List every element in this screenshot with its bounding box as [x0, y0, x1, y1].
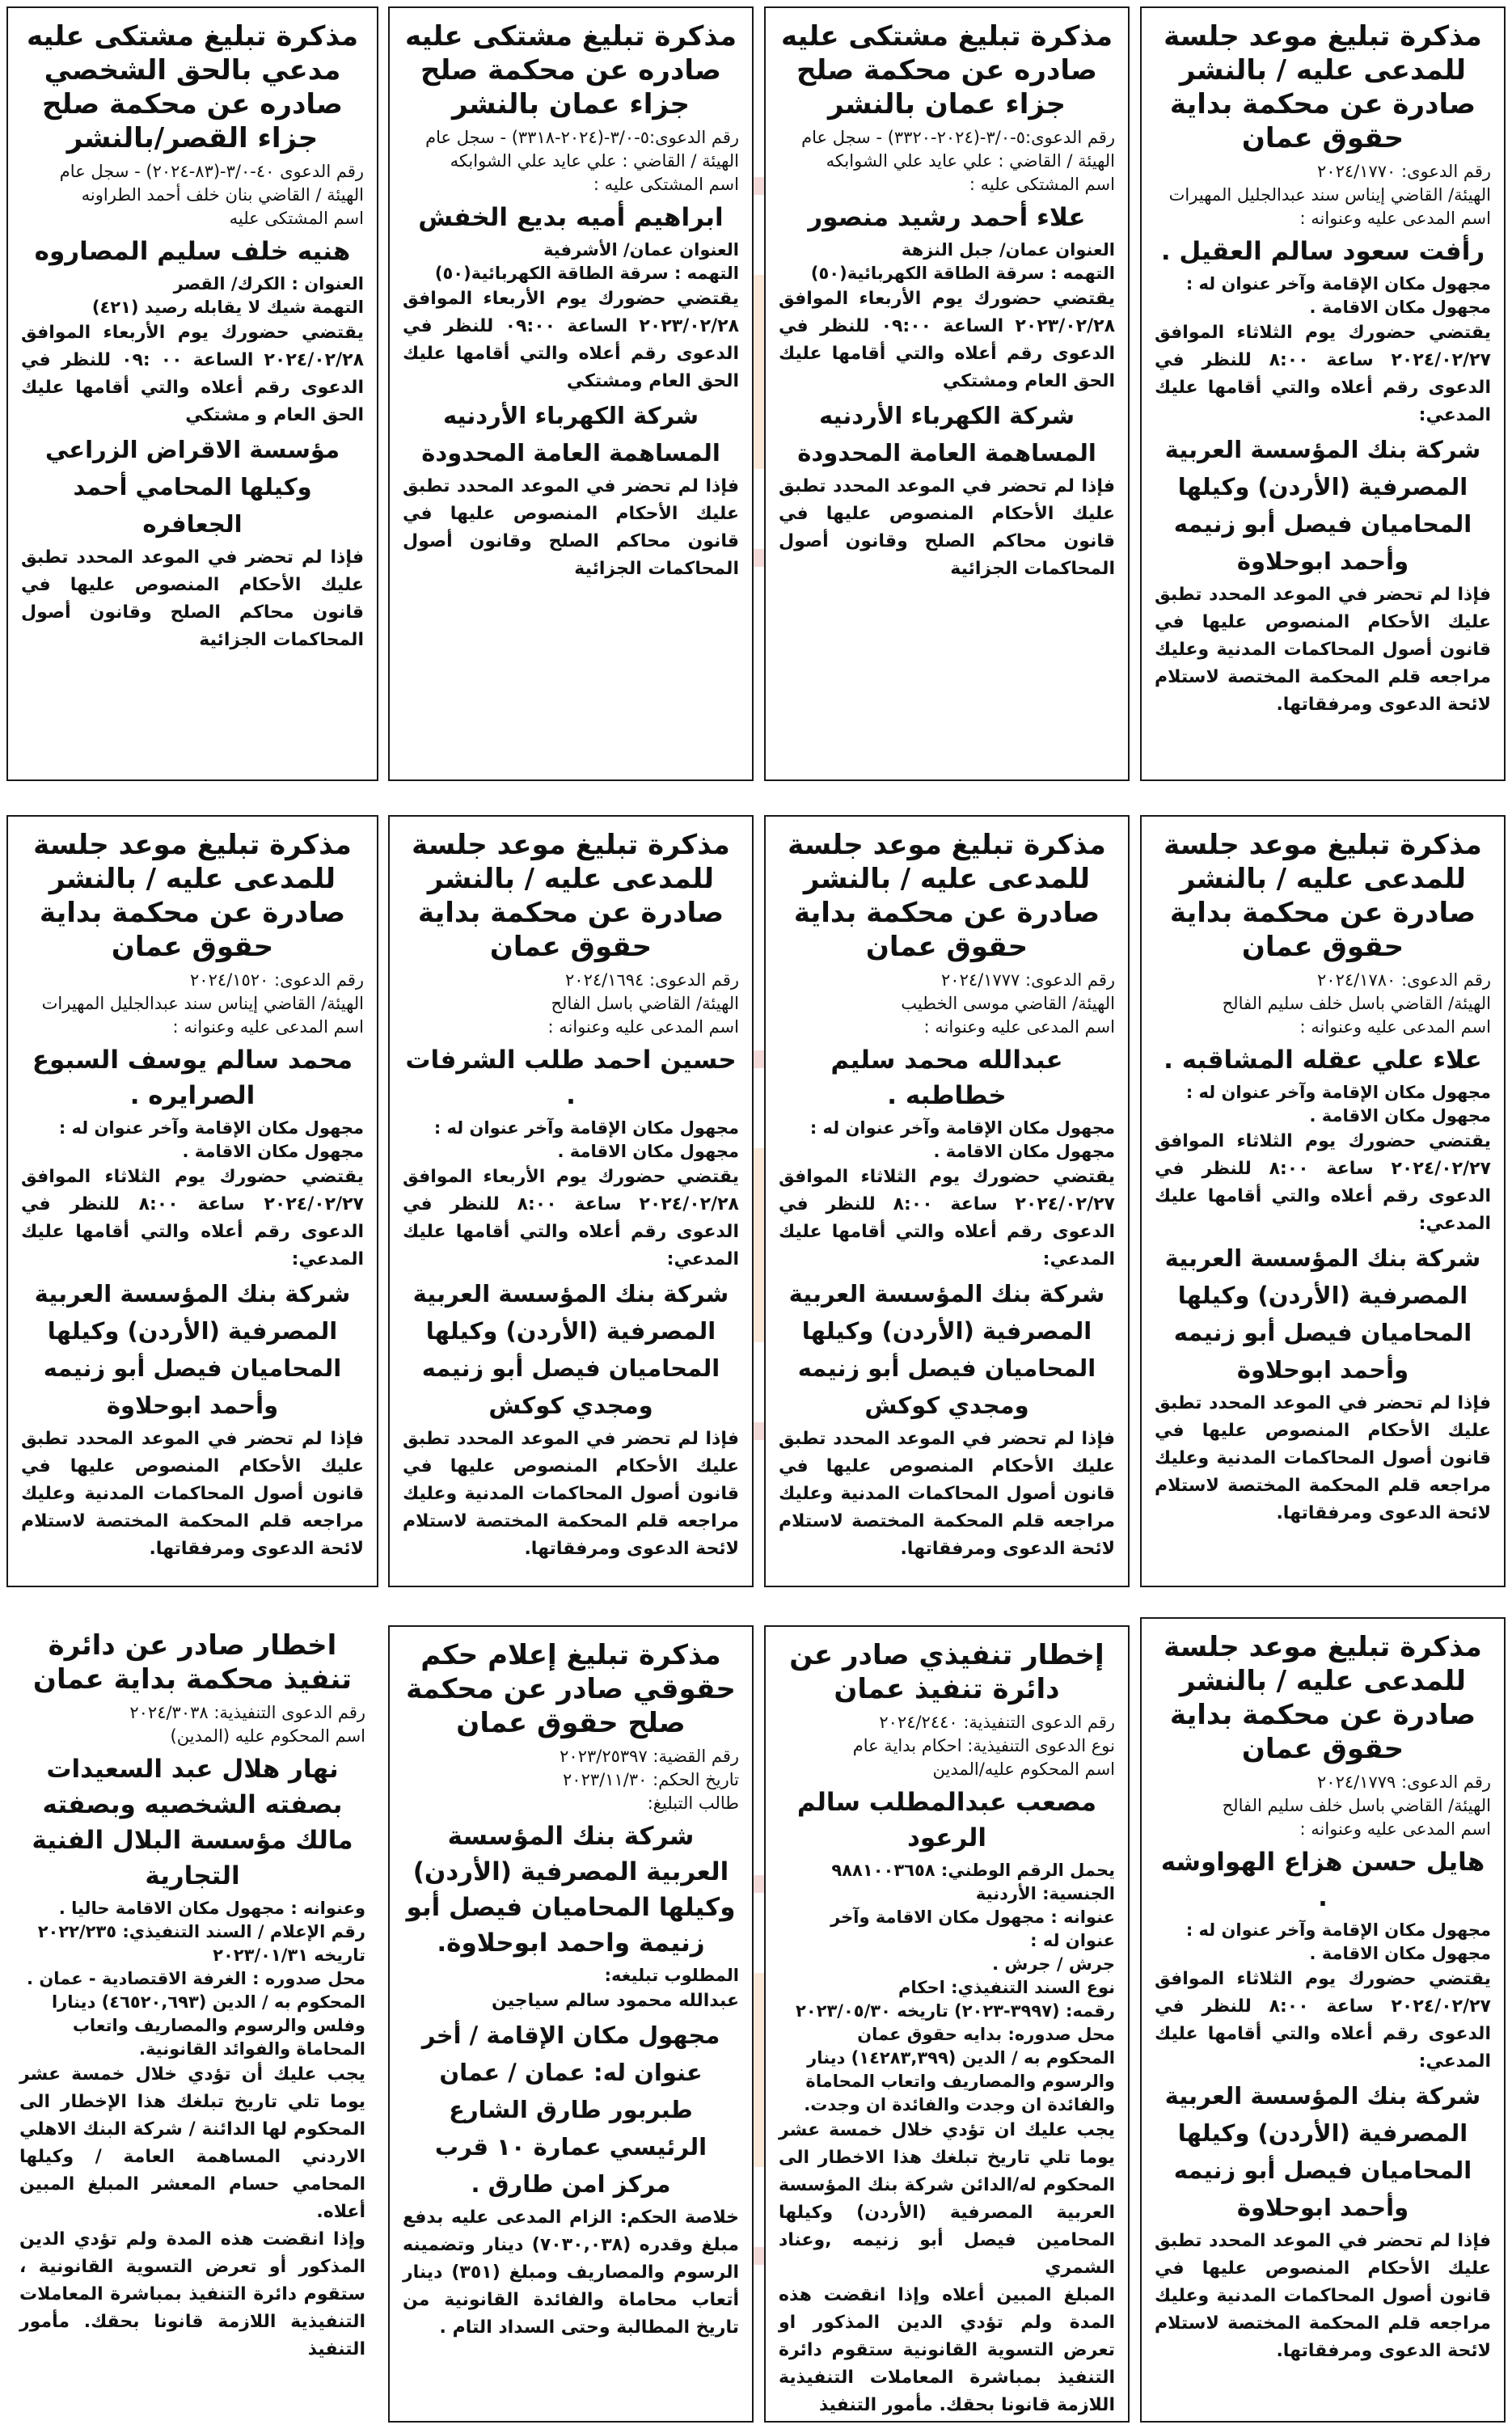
- defendant-name: نهار هلال عبد السعيدات بصفته الشخصيه وبصفته مالك مؤسسة البلال الفنية التجارية: [32, 1755, 353, 1890]
- notice-detail-line: التهمه : سرقة الطاقة الكهربائية(٥٠): [810, 264, 1115, 283]
- notice-title: مذكرة تبليغ موعد جلسة للمدعى عليه / بالنشر صادرة عن محكمة بداية حقوق عمان: [788, 829, 1106, 963]
- notice-title: مذكرة تبليغ إعلام حكم حقوقي صادر عن محكمة صلح حقوق عمان: [406, 1639, 736, 1739]
- notice-closing: خلاصة الحكم: الزام المدعى عليه بدفع مبلغ وقدره (٧٠٣٠,٠٣٨) دينار وتضمينه الرسوم والمصاريف ومبلغ (٣٥١) دينار أتعاب محاماة والفائدة القانونية من تاريخ المطالبة وحتى السداد التام .: [403, 2207, 739, 2338]
- notice-detail-line: التهمه : سرقة الطاقة الكهربائية(٥٠): [434, 264, 739, 283]
- notice-detail-line: مجهول مكان الاقامة .: [182, 1142, 364, 1161]
- notice-info-line: رقم الدعوى:٥-٣/٠-(٢٠٢٤-٣٣١٨) - سجل عام: [425, 128, 739, 147]
- notice-detail-line: العنوان عمان/ الأشرفية: [543, 240, 739, 260]
- notice-info-line: رقم الدعوى: ٢٠٢٤/١٧٧٠: [1317, 162, 1491, 181]
- notice-court-summons-5: [6, 815, 378, 1587]
- notice-info-line: رقم الدعوى: ٢٠٢٤/١٦٩٤: [565, 970, 739, 990]
- notice-info-line: تاريخ الحكم: ٢٠٢٣/١١/٣٠: [563, 1770, 739, 1789]
- notice-detail-line: مجهول مكان الاقامة .: [1309, 1106, 1491, 1126]
- notice-body: يقتضي حضورك يوم الأربعاء الموافق ٢٠٢٣/٠٢/٢٨ الساعة ٠٩:٠٠ للنظر في الدعوى رقم أعلاه والتي أقامها عليك الحق العام ومشتكي: [779, 289, 1115, 391]
- defendant-name: هايل حسن هزاع الهواوشه .: [1160, 1848, 1485, 1912]
- notice-detail-line: المحكوم به / الدين (١٤٢٨٣,٣٩٩) دينار والرسوم والمصاريف واتعاب المحاماة والفائدة ان وجدت والفائدة ان وجدت.: [804, 2048, 1115, 2114]
- notice-info-line: الهيئة / القاضي : علي عايد علي الشوابكه: [826, 151, 1115, 171]
- notice-closing: فإذا لم تحضر في الموعد المحدد تطبق عليك الأحكام المنصوص عليها في قانون أصول المحاكمات المدنية وعليك مراجعه قلم المحكمة المختصة لاستلام لائحة الدعوى ومرفقاتها.: [403, 1429, 739, 1559]
- notice-body: يقتضي حضورك يوم الثلاثاء الموافق ٢٠٢٤/٠٢/٢٧ ساعة ٨:٠٠ للنظر في الدعوى رقم أعلاه والتي أقامها عليك المدعي:: [779, 1167, 1115, 1269]
- notice-detail-line: رقم الإعلام / السند التنفيذي: ٢٠٢٢/٢٣٥: [37, 1922, 365, 1941]
- notice-closing: فإذا لم تحضر في الموعد المحدد تطبق عليك الأحكام المنصوص عليها في قانون محاكم الصلح وقانون أصول المحاكمات الجزائية: [21, 547, 364, 650]
- notice-closing: فإذا لم تحضر في الموعد المحدد تطبق عليك الأحكام المنصوص عليها في قانون محاكم الصلح وقانون أصول المحاكمات الجزائية: [779, 476, 1115, 579]
- notice-detail-line: رقمه: (٣٩٩٧-٢٠٢٣) تاريخه ٢٠٢٣/٠٥/٣٠: [796, 2001, 1115, 2021]
- notice-info-line: الهيئة/ القاضي باسل خلف سليم الفالح: [1222, 994, 1491, 1013]
- notice-title: مذكرة تبليغ موعد جلسة للمدعى عليه / بالنشر صادرة عن محكمة بداية حقوق عمان: [33, 829, 352, 963]
- notice-detail-line: مجهول مكان الاقامة .: [1309, 298, 1491, 317]
- notice-info-line: اسم المشتكى عليه: [229, 209, 364, 228]
- notice-info-line: اسم المشتكى عليه :: [593, 175, 739, 194]
- notice-title: مذكرة تبليغ مشتكى عليه صادره عن محكمة صلح جزاء عمان بالنشر: [404, 20, 737, 120]
- notice-body: يقتضي حضورك يوم الثلاثاء الموافق ٢٠٢٤/٠٢/٢٧ ساعة ٨:٠٠ للنظر في الدعوى رقم أعلاه والتي أقامها عليك المدعي:: [21, 1167, 364, 1269]
- notice-court-summons-2: [1140, 815, 1506, 1587]
- notice-info-line: اسم المشتكى عليه :: [969, 175, 1115, 194]
- defendant-name: علاء علي عقله المشاقبه .: [1164, 1046, 1482, 1075]
- notice-complaint-summons-1: [764, 6, 1130, 781]
- defendant-name: محمد سالم يوسف السبوع الصرايره .: [32, 1046, 353, 1110]
- notice-complaint-summons-2: [388, 6, 754, 781]
- notice-info-line: اسم المدعى عليه وعنوانه :: [1299, 1819, 1491, 1839]
- notice-info-line: رقم الدعوى ٤٠-٣/٠-(٨٣-٢٠٢٤) - سجل عام: [59, 162, 364, 181]
- notice-title: مذكرة تبليغ مشتكى عليه صادره عن محكمة صلح جزاء عمان بالنشر: [780, 20, 1113, 120]
- notice-info-line: رقم الدعوى التنفيذية: ٢٠٢٤/٣٠٣٨: [129, 1703, 365, 1722]
- notice-body: يقتضي حضورك يوم الأربعاء الموافق ٢٠٢٤/٠٢/٢٨ الساعة ٠٠ :٠٩ للنظر في الدعوى رقم أعلاه والتي أقامها عليك الحق العام و مشتكي: [21, 323, 364, 425]
- notice-detail-line: مجهول مكان الإقامة وآخر عنوان له :: [809, 1118, 1115, 1138]
- notice-complaint-summons-3: [6, 6, 378, 781]
- notice-info-line: اسم المحكوم عليه (المدين): [170, 1726, 365, 1746]
- notice-detail-line: مجهول مكان الاقامة .: [1309, 1944, 1491, 1963]
- defendant-name: رأفت سعود سالم العقيل .: [1160, 237, 1485, 266]
- notice-detail-line: مجهول مكان الإقامة وآخر عنوان له :: [1185, 1920, 1491, 1940]
- defendant-name: هنيه خلف سليم المصاروه: [34, 237, 351, 266]
- notice-info-line: اسم المدعى عليه وعنوانه :: [923, 1017, 1115, 1037]
- notice-detail-line: محل صدوره: بدايه حقوق عمان: [857, 2025, 1115, 2044]
- notice-info-line: رقم الدعوى: ٢٠٢٤/١٧٧٩: [1317, 1772, 1491, 1792]
- notice-info-line: اسم المحكوم عليه/المدين: [932, 1759, 1115, 1779]
- defendant-name: حسين احمد طلب الشرفات .: [405, 1046, 737, 1110]
- notice-closing: فإذا لم تحضر في الموعد المحدد تطبق عليك الأحكام المنصوص عليها في قانون أصول المحاكمات المدنية وعليك مراجعه قلم المحكمة المختصة لاستلام لائحة الدعوى ومرفقاتها.: [1155, 2231, 1491, 2361]
- notice-info-line: الهيئة / القاضي بنان خلف أحمد الطراونه: [81, 185, 364, 205]
- notice-detail-line: مجهول مكان الاقامة .: [557, 1142, 739, 1161]
- defendant-name: عبدالله محمد سليم خطاطبه .: [830, 1046, 1063, 1110]
- plaintiff-party: شركة بنك المؤسسة العربية المصرفية (الأردن) وكيلها المحاميان فيصل أبو زنيمه ومجدي كوكش: [788, 1280, 1105, 1419]
- notice-title: مذكرة تبليغ مشتكى عليه مدعي بالحق الشخصي صادره عن محكمة صلح جزاء القصر/بالنشر: [26, 20, 359, 154]
- notice-detail-line: مجهول مكان الاقامة .: [933, 1142, 1115, 1161]
- plaintiff-party: شركة بنك المؤسسة العربية المصرفية (الأردن) وكيلها المحاميان فيصل أبو زنيمه ومجدي كوكش: [412, 1280, 729, 1419]
- plaintiff-party: شركة الكهرباء الأردنيه المساهمة العامة المحدودة: [421, 402, 720, 467]
- notice-detail-line: جرش / جرش .: [992, 1954, 1115, 1974]
- notice-body: يقتضي حضورك يوم الثلاثاء الموافق ٢٠٢٤/٠٢/٢٧ ساعة ٨:٠٠ للنظر في الدعوى رقم أعلاه والتي أقامها عليك المدعي:: [1155, 323, 1491, 425]
- plaintiff-party: شركة بنك المؤسسة العربية المصرفية (الأردن) وكيلها المحاميان فيصل أبو زنيمه وأحمد ابوحلاوة: [1164, 1244, 1481, 1383]
- notice-court-summons-6: [1140, 1617, 1506, 2423]
- notice-detail-line: محل صدوره : الغرفة الاقتصادية - عمان .: [27, 1969, 365, 1988]
- notice-closing: فإذا لم تحضر في الموعد المحدد تطبق عليك الأحكام المنصوص عليها في قانون أصول المحاكمات المدنية وعليك مراجعه قلم المحكمة المختصة لاستلام لائحة الدعوى ومرفقاتها.: [1155, 585, 1491, 715]
- notice-detail-line: وعنوانه : مجهول مكان الاقامة حاليا .: [58, 1899, 365, 1918]
- notice-detail-line: التهمة شيك لا يقابله رصيد (٤٢١): [91, 298, 364, 317]
- plaintiff-party: مؤسسة الاقراض الزراعي وكيلها المحامي أحمد الجعافره: [44, 436, 340, 538]
- notice-closing: وإذا انقضت هذه المدة ولم تؤدي الدين المذكور أو تعرض التسوية القانونية ، ستقوم دائرة التنفيذ بمباشرة المعاملات التنفيذية اللازمة قانونا بحقك. مأمور التنفيذ: [19, 2229, 365, 2359]
- notice-court-summons-3: [764, 815, 1130, 1587]
- notice-body: يجب عليك أن تؤدي خلال خمسة عشر يوما تلي تاريخ تبلغك هذا الإخطار الى المحكوم لها الدائنة / شركة البنك الاهلي الاردني المساهمة العامة / وكيلها المحامي حسام المعشر المبلغ المبين أعلاه.: [19, 2064, 365, 2222]
- notice-title: اخطار صادر عن دائرة تنفيذ محكمة بداية عمان: [32, 1629, 353, 1696]
- notice-title: مذكرة تبليغ موعد جلسة للمدعى عليه / بالنشر صادرة عن محكمة بداية حقوق عمان: [412, 829, 730, 963]
- notice-detail-line: يحمل الرقم الوطني: ٩٨٨١٠٠٣٦٥٨ الجنسية: الأردنية: [831, 1861, 1115, 1903]
- notice-detail-line: المطلوب تبليغه:: [604, 1966, 739, 1985]
- notice-info-line: اسم المدعى عليه وعنوانه :: [172, 1017, 364, 1037]
- defendant-name: مصعب عبدالمطلب سالم الرعود: [796, 1788, 1097, 1852]
- notice-closing: فإذا لم تحضر في الموعد المحدد تطبق عليك الأحكام المنصوص عليها في قانون أصول المحاكمات المدنية وعليك مراجعه قلم المحكمة المختصة لاستلام لائحة الدعوى ومرفقاتها.: [21, 1429, 364, 1559]
- notice-closing: فإذا لم تحضر في الموعد المحدد تطبق عليك الأحكام المنصوص عليها في قانون أصول المحاكمات المدنية وعليك مراجعه قلم المحكمة المختصة لاستلام لائحة الدعوى ومرفقاتها.: [1155, 1393, 1491, 1523]
- defendant-name: ابراهيم أميه بديع الخفش: [418, 203, 724, 232]
- notice-court-summons-4: [388, 815, 754, 1587]
- defendant-name: علاء أحمد رشيد منصور: [808, 203, 1086, 232]
- defendant-name: شركة بنك المؤسسة العربية المصرفية (الأردن) وكيلها المحاميان فيصل أبو زنيمة واحمد ابوحلاوة.: [406, 1822, 736, 1958]
- notice-detail-line: العنوان عمان/ جبل النزهة: [901, 240, 1115, 260]
- notice-detail-line: مجهول مكان الإقامة وآخر عنوان له :: [433, 1118, 739, 1138]
- notice-info-line: اسم المدعى عليه وعنوانه :: [1299, 209, 1491, 228]
- notice-info-line: الهيئة / القاضي : علي عايد علي الشوابكه: [450, 151, 739, 171]
- notice-closing: فإذا لم تحضر في الموعد المحدد تطبق عليك الأحكام المنصوص عليها في قانون محاكم الصلح وقانون أصول المحاكمات الجزائية: [403, 476, 739, 579]
- notice-detail-line: مجهول مكان الإقامة وآخر عنوان له :: [1185, 274, 1491, 294]
- notice-info-line: اسم المدعى عليه وعنوانه :: [547, 1017, 739, 1037]
- notice-info-line: طالب التبليغ:: [647, 1793, 739, 1813]
- notice-body: يقتضي حضورك يوم الأربعاء الموافق ٢٠٢٤/٠٢/٢٨ ساعة ٨:٠٠ للنظر في الدعوى رقم أعلاه والتي أقامها عليك المدعي:: [403, 1167, 739, 1269]
- notice-title: مذكرة تبليغ موعد جلسة للمدعى عليه / بالنشر صادرة عن محكمة بداية حقوق عمان: [1164, 20, 1482, 154]
- notice-info-line: الهيئة/ القاضي باسل خلف سليم الفالح: [1222, 1796, 1491, 1815]
- notice-info-line: رقم الدعوى: ٢٠٢٤/١٥٢٠: [190, 970, 364, 990]
- notice-info-line: رقم الدعوى: ٢٠٢٤/١٧٨٠: [1317, 970, 1491, 990]
- notice-info-line: الهيئة/ القاضي إيناس سند عبدالجليل المهيرات: [41, 994, 364, 1013]
- notice-detail-line: المحكوم به / الدين (٤٦٥٢٠,٦٩٣) دينارا وفلس والرسوم والمصاريف واتعاب المحاماة والفوائد القانونية.: [51, 1992, 365, 2059]
- notice-body: يقتضي حضورك يوم الأربعاء الموافق ٢٠٢٣/٠٢/٢٨ الساعة ٠٩:٠٠ للنظر في الدعوى رقم أعلاه والتي أقامها عليك الحق العام ومشتكي: [403, 289, 739, 391]
- notice-info-line: نوع الدعوى التنفيذية: احكام بداية عام: [852, 1736, 1115, 1755]
- notice-info-line: الهيئة/ القاضي باسل الفالح: [551, 994, 739, 1013]
- notice-body: يقتضي حضورك يوم الثلاثاء الموافق ٢٠٢٤/٠٢/٢٧ ساعة ٨:٠٠ للنظر في الدعوى رقم أعلاه والتي أقامها عليك المدعي:: [1155, 1131, 1491, 1234]
- notice-info-line: رقم الدعوى:٥-٣/٠-(٢٠٢٤-٣٣٢٠) - سجل عام: [801, 128, 1115, 147]
- notice-title: إخطار تنفيذي صادر عن دائرة تنفيذ عمان: [789, 1639, 1104, 1705]
- plaintiff-party: شركة بنك المؤسسة العربية المصرفية (الأردن) وكيلها المحاميان فيصل أبو زنيمه وأحمد ابوحلاوة: [1164, 2082, 1481, 2221]
- notice-execution-2: [6, 1625, 378, 2423]
- plaintiff-party: مجهول مكان الإقامة / أخر عنوان له: عمان / عمان طبربور طارق الشارع الرئيسي عمارة ١٠ قرب مركز امن طارق .: [421, 2021, 720, 2198]
- notice-detail-line: عنوانه : مجهول مكان الاقامة وآخر عنوان له :: [830, 1907, 1115, 1950]
- notice-body: يجب عليك ان تؤدي خلال خمسة عشر يوما تلي تاريخ تبلغك هذا الاخطار الى المحكوم له/الدائن شركة بنك المؤسسة العربية المصرفية (الأردن) وكيلها المحامين فيصل أبو زنيمه ,وعناد الشمري: [779, 2120, 1115, 2278]
- notice-body: يقتضي حضورك يوم الثلاثاء الموافق ٢٠٢٤/٠٢/٢٧ ساعة ٨:٠٠ للنظر في الدعوى رقم أعلاه والتي أقامها عليك المدعي:: [1155, 1969, 1491, 2072]
- notice-detail-line: نوع السند التنفيذي: احكام: [898, 1978, 1115, 1997]
- notice-closing: المبلغ المبين أعلاه وإذا انقضت هذه المدة ولم تؤدي الدين المذكور او تعرض التسوية القانونية ستقوم دائرة التنفيذ بمباشرة المعاملات التنفيذية اللازمة قانونا بحقك. مأمور التنفيذ: [779, 2285, 1115, 2415]
- notice-detail-line: مجهول مكان الإقامة وآخر عنوان له :: [1185, 1083, 1491, 1102]
- notice-info-line: رقم الدعوى: ٢٠٢٤/١٧٧٧: [941, 970, 1115, 990]
- notice-info-line: رقم القضية: ٢٠٢٣/٢٥٣٩٧: [560, 1747, 739, 1766]
- plaintiff-party: شركة الكهرباء الأردنيه المساهمة العامة المحدودة: [797, 402, 1096, 467]
- notice-body: عبدالله محمود سالم سياجين: [491, 1991, 739, 2011]
- notice-judgment: [388, 1625, 754, 2423]
- notice-title: مذكرة تبليغ موعد جلسة للمدعى عليه / بالنشر صادرة عن محكمة بداية حقوق عمان: [1164, 829, 1482, 963]
- notice-info-line: اسم المدعى عليه وعنوانه :: [1299, 1017, 1491, 1037]
- notice-closing: فإذا لم تحضر في الموعد المحدد تطبق عليك الأحكام المنصوص عليها في قانون أصول المحاكمات المدنية وعليك مراجعه قلم المحكمة المختصة لاستلام لائحة الدعوى ومرفقاتها.: [779, 1429, 1115, 1559]
- notice-execution-1: [764, 1625, 1130, 2423]
- notice-info-line: الهيئة/ القاضي إيناس سند عبدالجليل المهيرات: [1168, 185, 1491, 205]
- plaintiff-party: شركة بنك المؤسسة العربية المصرفية (الأردن) وكيلها المحاميان فيصل أبو زنيمه وأحمد ابوحلاوة: [1164, 436, 1481, 575]
- plaintiff-party: شركة بنك المؤسسة العربية المصرفية (الأردن) وكيلها المحاميان فيصل أبو زنيمه وأحمد ابوحلاوة: [34, 1280, 351, 1419]
- notice-detail-line: تاريخه ٢٠٢٣/٠١/٣١: [213, 1945, 365, 1965]
- notice-info-line: الهيئة/ القاضي موسى الخطيب: [901, 994, 1115, 1013]
- notice-court-summons-1: [1140, 6, 1506, 781]
- notice-title: مذكرة تبليغ موعد جلسة للمدعى عليه / بالنشر صادرة عن محكمة بداية حقوق عمان: [1164, 1631, 1482, 1765]
- notice-info-line: رقم الدعوى التنفيذية: ٢٠٢٤/٢٤٤٠: [879, 1713, 1115, 1732]
- notice-detail-line: مجهول مكان الإقامة وآخر عنوان له :: [58, 1118, 364, 1138]
- notice-detail-line: العنوان : الكرك/ القصر: [173, 274, 364, 294]
